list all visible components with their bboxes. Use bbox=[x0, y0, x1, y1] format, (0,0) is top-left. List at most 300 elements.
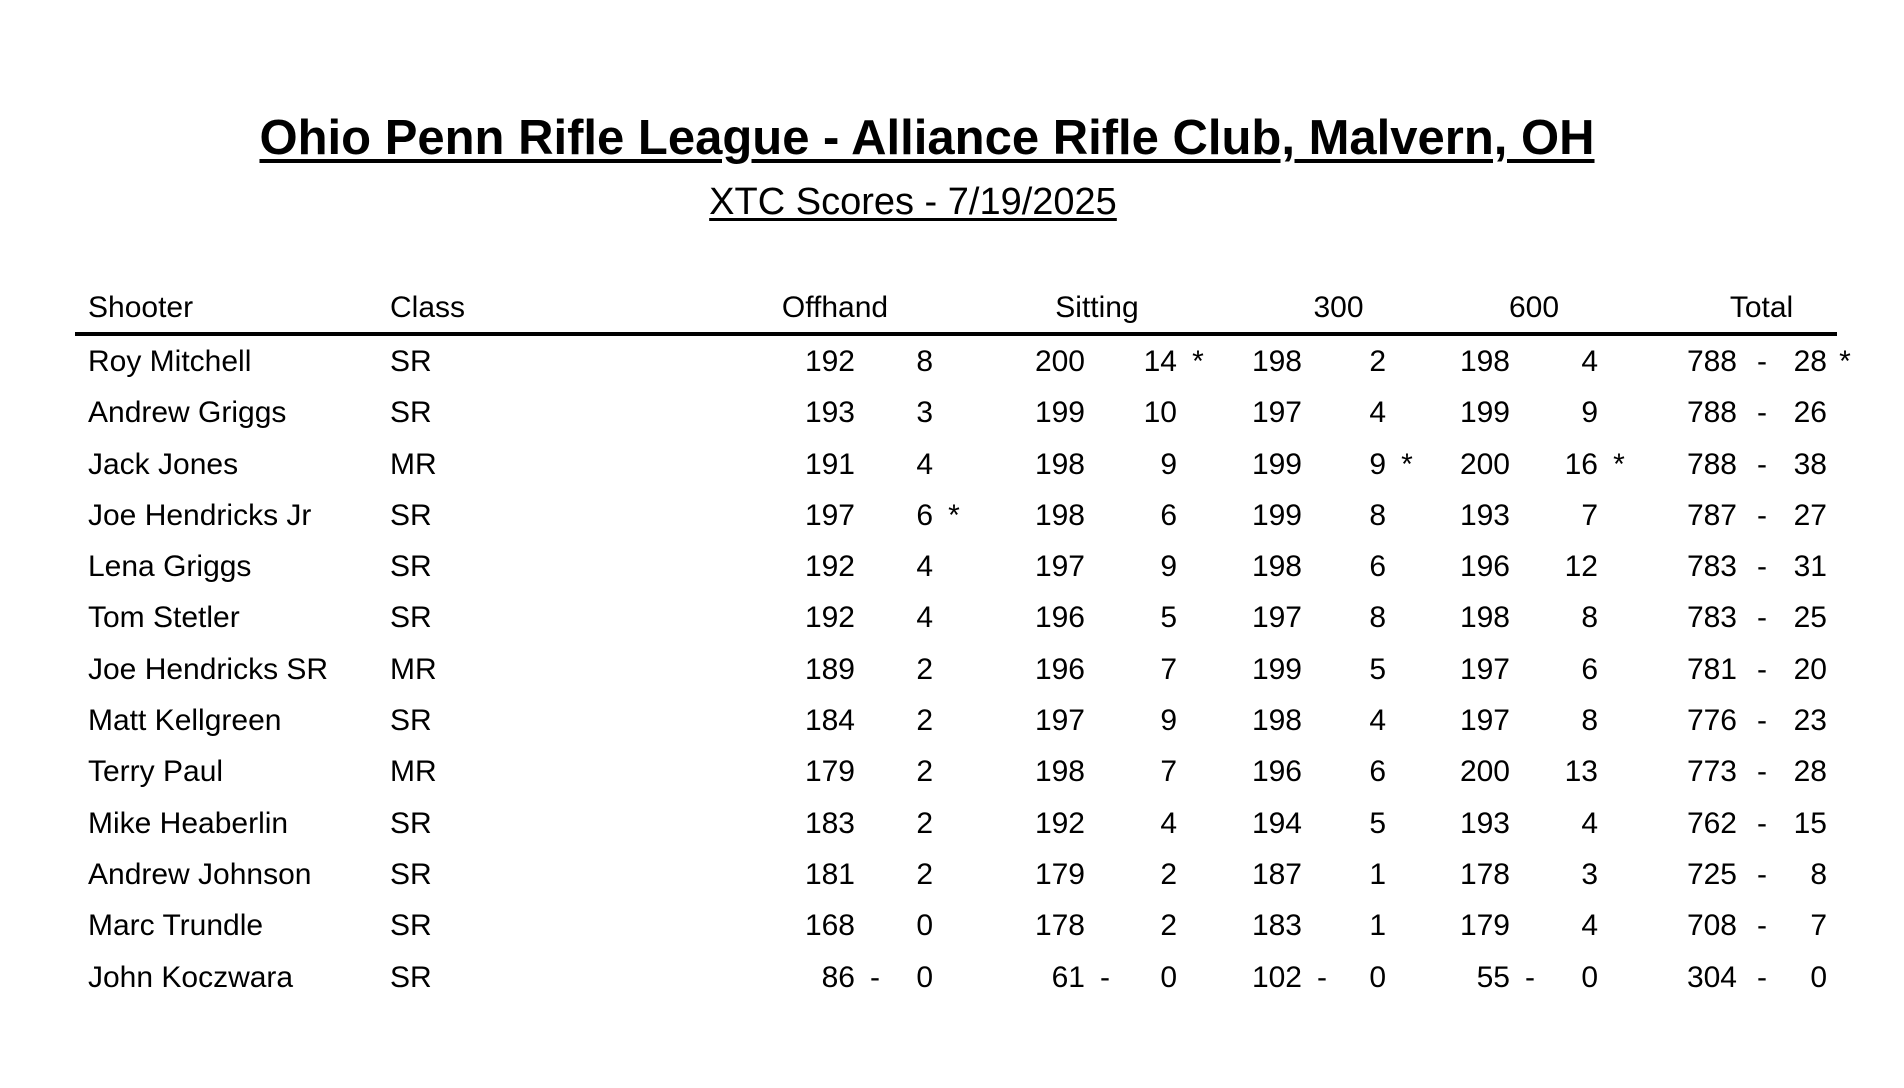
class-value: MR bbox=[390, 652, 437, 686]
table-row bbox=[75, 541, 1863, 592]
stage-600-clean-marker bbox=[1598, 695, 1640, 746]
stage-300-clean-marker bbox=[1386, 952, 1428, 1003]
stage-600-x-count: 16 bbox=[1564, 447, 1598, 481]
shooter-name: Tom Stetler bbox=[88, 601, 240, 635]
stage-300-score: 187 bbox=[1251, 857, 1302, 891]
offhand-clean-marker bbox=[933, 849, 975, 900]
shooter-name: Joe Hendricks SR bbox=[88, 652, 329, 686]
offhand-score: 179 bbox=[804, 755, 855, 789]
total-dash: - bbox=[1757, 652, 1767, 686]
offhand-x-count: 2 bbox=[916, 704, 933, 738]
stage-600-clean-marker bbox=[1598, 952, 1640, 1003]
sitting-clean-marker bbox=[1177, 439, 1219, 490]
stage-600-score: 198 bbox=[1459, 345, 1510, 378]
page-title: Ohio Penn Rifle League - Alliance Rifle Club, Malvern, OH bbox=[259, 111, 1595, 165]
total-dash: - bbox=[1757, 498, 1767, 532]
total-dash: - bbox=[1757, 345, 1767, 378]
sitting-dash bbox=[1085, 541, 1125, 592]
column-header-sitting: Sitting bbox=[1055, 291, 1139, 324]
stage-300-x-count: 4 bbox=[1369, 704, 1386, 738]
sitting-x-count: 7 bbox=[1160, 652, 1177, 686]
offhand-score: 181 bbox=[804, 857, 855, 891]
table-header-row bbox=[75, 284, 1863, 332]
stage-600-score: 200 bbox=[1459, 755, 1510, 789]
offhand-score: 183 bbox=[804, 806, 855, 840]
stage-300-score: 197 bbox=[1251, 396, 1302, 430]
table-row bbox=[75, 490, 1863, 541]
total-clean-marker bbox=[1827, 541, 1863, 592]
total-dash: - bbox=[1757, 806, 1767, 840]
table-row bbox=[75, 439, 1863, 490]
table-row bbox=[75, 695, 1863, 746]
column-header-300: 300 bbox=[1313, 291, 1364, 324]
stage-600-clean-marker bbox=[1598, 849, 1640, 900]
total-clean-marker bbox=[1827, 439, 1863, 490]
sitting-score: 197 bbox=[1034, 550, 1085, 584]
offhand-dash bbox=[855, 541, 895, 592]
sitting-score: 196 bbox=[1034, 601, 1085, 635]
sitting-dash bbox=[1085, 439, 1125, 490]
stage-600-clean-marker bbox=[1598, 900, 1640, 951]
stage-300-clean-marker bbox=[1386, 798, 1428, 849]
total-score: 788 bbox=[1686, 345, 1737, 378]
stage-300-dash bbox=[1302, 900, 1342, 951]
stage-600-dash bbox=[1510, 695, 1550, 746]
total-clean-marker: * bbox=[1839, 345, 1851, 378]
offhand-dash bbox=[855, 798, 895, 849]
sitting-clean-marker bbox=[1177, 900, 1219, 951]
offhand-clean-marker bbox=[933, 541, 975, 592]
total-score: 762 bbox=[1686, 806, 1737, 840]
offhand-x-count: 3 bbox=[916, 396, 933, 430]
stage-300-score: 199 bbox=[1251, 652, 1302, 686]
stage-600-dash: - bbox=[1525, 960, 1535, 994]
stage-600-score: 193 bbox=[1459, 806, 1510, 840]
total-clean-marker bbox=[1827, 798, 1863, 849]
stage-600-dash bbox=[1510, 439, 1550, 490]
offhand-x-count: 0 bbox=[916, 909, 933, 943]
total-clean-marker bbox=[1827, 387, 1863, 438]
offhand-dash bbox=[855, 490, 895, 541]
offhand-clean-marker bbox=[933, 592, 975, 643]
shooter-name: Joe Hendricks Jr bbox=[88, 498, 312, 532]
shooter-name: Marc Trundle bbox=[88, 909, 264, 943]
offhand-dash bbox=[855, 695, 895, 746]
sitting-clean-marker bbox=[1177, 849, 1219, 900]
total-x-count: 7 bbox=[1810, 909, 1827, 943]
stage-600-x-count: 12 bbox=[1564, 550, 1598, 584]
total-dash: - bbox=[1757, 704, 1767, 738]
sitting-score: 200 bbox=[1034, 345, 1085, 378]
stage-600-score: 196 bbox=[1459, 550, 1510, 584]
stage-300-clean-marker bbox=[1386, 900, 1428, 951]
sitting-clean-marker bbox=[1177, 592, 1219, 643]
class-value: SR bbox=[390, 396, 432, 430]
stage-300-dash bbox=[1302, 644, 1342, 695]
stage-600-x-count: 6 bbox=[1581, 652, 1598, 686]
stage-300-x-count: 4 bbox=[1369, 396, 1386, 430]
total-clean-marker bbox=[1827, 849, 1863, 900]
stage-600-clean-marker bbox=[1598, 490, 1640, 541]
stage-300-dash bbox=[1302, 336, 1342, 387]
class-value: SR bbox=[390, 909, 432, 943]
stage-600-x-count: 4 bbox=[1581, 345, 1598, 378]
table-body bbox=[75, 336, 1863, 1003]
sitting-dash bbox=[1085, 644, 1125, 695]
offhand-x-count: 2 bbox=[916, 806, 933, 840]
table-row bbox=[75, 387, 1863, 438]
sitting-x-count: 9 bbox=[1160, 704, 1177, 738]
stage-300-score: 194 bbox=[1251, 806, 1302, 840]
offhand-clean-marker bbox=[933, 746, 975, 797]
offhand-clean-marker bbox=[933, 952, 975, 1003]
sitting-dash bbox=[1085, 746, 1125, 797]
offhand-x-count: 6 bbox=[916, 498, 933, 532]
total-x-count: 28 bbox=[1793, 755, 1827, 789]
total-score: 773 bbox=[1686, 755, 1737, 789]
offhand-score: 168 bbox=[804, 909, 855, 943]
class-value: SR bbox=[390, 857, 432, 891]
total-x-count: 20 bbox=[1793, 652, 1827, 686]
sitting-dash bbox=[1085, 592, 1125, 643]
class-value: SR bbox=[390, 498, 432, 532]
stage-300-clean-marker bbox=[1386, 644, 1428, 695]
stage-300-dash bbox=[1302, 490, 1342, 541]
sitting-x-count: 2 bbox=[1160, 909, 1177, 943]
sitting-clean-marker bbox=[1177, 952, 1219, 1003]
stage-600-dash bbox=[1510, 644, 1550, 695]
stage-600-clean-marker bbox=[1598, 336, 1640, 387]
column-header-class: Class bbox=[390, 291, 466, 324]
offhand-dash bbox=[855, 746, 895, 797]
offhand-dash: - bbox=[870, 960, 880, 994]
offhand-score: 184 bbox=[804, 704, 855, 738]
total-x-count: 28 bbox=[1793, 345, 1827, 378]
offhand-score: 189 bbox=[804, 652, 855, 686]
stage-300-score: 199 bbox=[1251, 498, 1302, 532]
stage-600-clean-marker bbox=[1598, 592, 1640, 643]
sitting-dash bbox=[1085, 387, 1125, 438]
stage-300-dash bbox=[1302, 849, 1342, 900]
sitting-dash bbox=[1085, 798, 1125, 849]
total-dash: - bbox=[1757, 960, 1767, 994]
stage-600-x-count: 7 bbox=[1581, 498, 1598, 532]
stage-600-x-count: 4 bbox=[1581, 909, 1598, 943]
stage-600-x-count: 0 bbox=[1581, 960, 1598, 994]
table-row bbox=[75, 644, 1863, 695]
stage-300-clean-marker bbox=[1386, 541, 1428, 592]
stage-300-score: 198 bbox=[1251, 550, 1302, 584]
stage-300-score: 198 bbox=[1251, 345, 1302, 378]
total-x-count: 15 bbox=[1793, 806, 1827, 840]
stage-300-x-count: 6 bbox=[1369, 550, 1386, 584]
stage-600-dash bbox=[1510, 490, 1550, 541]
page-subtitle: XTC Scores - 7/19/2025 bbox=[709, 181, 1117, 223]
class-value: SR bbox=[390, 704, 432, 738]
shooter-name: John Koczwara bbox=[88, 960, 294, 994]
total-x-count: 8 bbox=[1810, 857, 1827, 891]
class-value: MR bbox=[390, 755, 437, 789]
class-value: SR bbox=[390, 601, 432, 635]
table-row bbox=[75, 746, 1863, 797]
stage-300-x-count: 5 bbox=[1369, 652, 1386, 686]
score-table bbox=[75, 284, 1863, 1003]
total-score: 781 bbox=[1686, 652, 1737, 686]
sitting-clean-marker bbox=[1177, 644, 1219, 695]
table-row bbox=[75, 952, 1863, 1003]
stage-300-clean-marker bbox=[1386, 387, 1428, 438]
offhand-score: 191 bbox=[804, 447, 855, 481]
stage-600-dash bbox=[1510, 900, 1550, 951]
stage-300-x-count: 8 bbox=[1369, 498, 1386, 532]
stage-300-clean-marker: * bbox=[1401, 447, 1413, 481]
sitting-score: 198 bbox=[1034, 755, 1085, 789]
stage-600-x-count: 8 bbox=[1581, 704, 1598, 738]
total-score: 304 bbox=[1686, 960, 1737, 994]
sitting-dash bbox=[1085, 695, 1125, 746]
total-x-count: 26 bbox=[1793, 396, 1827, 430]
sitting-dash bbox=[1085, 490, 1125, 541]
stage-300-score: 102 bbox=[1251, 960, 1302, 994]
shooter-name: Terry Paul bbox=[88, 755, 224, 789]
stage-600-score: 55 bbox=[1476, 960, 1510, 994]
sitting-score: 199 bbox=[1034, 396, 1085, 430]
class-value: SR bbox=[390, 550, 432, 584]
stage-600-x-count: 4 bbox=[1581, 806, 1598, 840]
total-score: 787 bbox=[1686, 498, 1737, 532]
offhand-x-count: 4 bbox=[916, 550, 933, 584]
stage-600-x-count: 3 bbox=[1581, 857, 1598, 891]
offhand-x-count: 2 bbox=[916, 755, 933, 789]
class-value: SR bbox=[390, 806, 432, 840]
offhand-clean-marker bbox=[933, 798, 975, 849]
total-dash: - bbox=[1757, 447, 1767, 481]
stage-300-x-count: 1 bbox=[1369, 909, 1386, 943]
total-clean-marker bbox=[1827, 644, 1863, 695]
stage-600-clean-marker bbox=[1598, 746, 1640, 797]
offhand-x-count: 4 bbox=[916, 447, 933, 481]
offhand-score: 192 bbox=[804, 601, 855, 635]
sitting-x-count: 0 bbox=[1160, 960, 1177, 994]
shooter-name: Roy Mitchell bbox=[88, 345, 252, 378]
shooter-name: Lena Griggs bbox=[88, 550, 252, 584]
sitting-x-count: 14 bbox=[1143, 345, 1177, 378]
table-row bbox=[75, 849, 1863, 900]
total-x-count: 31 bbox=[1793, 550, 1827, 584]
sitting-x-count: 4 bbox=[1160, 806, 1177, 840]
total-dash: - bbox=[1757, 396, 1767, 430]
column-header-600: 600 bbox=[1508, 291, 1560, 324]
stage-600-score: 178 bbox=[1459, 857, 1510, 891]
stage-600-x-count: 8 bbox=[1581, 601, 1598, 635]
sitting-dash bbox=[1085, 336, 1125, 387]
sitting-dash bbox=[1085, 849, 1125, 900]
stage-600-x-count: 13 bbox=[1564, 755, 1598, 789]
total-dash: - bbox=[1757, 857, 1767, 891]
total-score: 788 bbox=[1686, 447, 1737, 481]
stage-300-dash bbox=[1302, 746, 1342, 797]
total-score: 776 bbox=[1686, 704, 1737, 738]
sitting-score: 198 bbox=[1034, 447, 1085, 481]
offhand-dash bbox=[855, 439, 895, 490]
offhand-dash bbox=[855, 592, 895, 643]
class-value: SR bbox=[390, 345, 432, 378]
stage-600-score: 198 bbox=[1459, 601, 1510, 635]
offhand-x-count: 2 bbox=[916, 857, 933, 891]
stage-600-dash bbox=[1510, 746, 1550, 797]
stage-600-score: 200 bbox=[1459, 447, 1510, 481]
stage-600-dash bbox=[1510, 592, 1550, 643]
total-clean-marker bbox=[1827, 952, 1863, 1003]
class-value: MR bbox=[390, 447, 437, 481]
total-dash: - bbox=[1757, 755, 1767, 789]
sitting-clean-marker bbox=[1177, 387, 1219, 438]
offhand-clean-marker bbox=[933, 644, 975, 695]
sitting-dash: - bbox=[1100, 960, 1110, 994]
stage-300-score: 196 bbox=[1251, 755, 1302, 789]
stage-300-x-count: 2 bbox=[1369, 345, 1386, 378]
offhand-dash bbox=[855, 336, 895, 387]
sitting-clean-marker: * bbox=[1192, 345, 1204, 378]
total-x-count: 27 bbox=[1793, 498, 1827, 532]
stage-300-dash: - bbox=[1317, 960, 1327, 994]
sitting-score: 178 bbox=[1034, 909, 1085, 943]
stage-600-x-count: 9 bbox=[1581, 396, 1598, 430]
total-clean-marker bbox=[1827, 592, 1863, 643]
offhand-x-count: 0 bbox=[916, 960, 933, 994]
stage-600-score: 199 bbox=[1459, 396, 1510, 430]
sitting-score: 196 bbox=[1034, 652, 1085, 686]
stage-300-dash bbox=[1302, 439, 1342, 490]
stage-300-dash bbox=[1302, 695, 1342, 746]
stage-600-score: 197 bbox=[1459, 652, 1510, 686]
column-header-offhand: Offhand bbox=[781, 291, 889, 324]
stage-300-clean-marker bbox=[1386, 592, 1428, 643]
total-dash: - bbox=[1757, 601, 1767, 635]
sitting-x-count: 5 bbox=[1160, 601, 1177, 635]
table-row bbox=[75, 592, 1863, 643]
total-x-count: 25 bbox=[1793, 601, 1827, 635]
total-score: 725 bbox=[1686, 857, 1737, 891]
stage-300-x-count: 1 bbox=[1369, 857, 1386, 891]
sitting-clean-marker bbox=[1177, 746, 1219, 797]
offhand-score: 192 bbox=[804, 345, 855, 378]
stage-600-score: 193 bbox=[1459, 498, 1510, 532]
shooter-name: Jack Jones bbox=[88, 447, 239, 481]
offhand-clean-marker: * bbox=[948, 498, 960, 532]
stage-300-x-count: 9 bbox=[1369, 447, 1386, 481]
table-row bbox=[75, 798, 1863, 849]
offhand-clean-marker bbox=[933, 336, 975, 387]
total-score: 708 bbox=[1686, 909, 1737, 943]
offhand-score: 192 bbox=[804, 550, 855, 584]
shooter-name: Andrew Griggs bbox=[88, 396, 287, 430]
offhand-clean-marker bbox=[933, 387, 975, 438]
stage-600-clean-marker bbox=[1598, 387, 1640, 438]
sitting-x-count: 9 bbox=[1160, 550, 1177, 584]
sitting-x-count: 6 bbox=[1160, 498, 1177, 532]
sitting-clean-marker bbox=[1177, 798, 1219, 849]
offhand-score: 197 bbox=[804, 498, 855, 532]
stage-300-clean-marker bbox=[1386, 849, 1428, 900]
offhand-dash bbox=[855, 849, 895, 900]
offhand-dash bbox=[855, 644, 895, 695]
stage-600-dash bbox=[1510, 849, 1550, 900]
sitting-score: 198 bbox=[1034, 498, 1085, 532]
stage-300-score: 183 bbox=[1251, 909, 1302, 943]
stage-300-dash bbox=[1302, 387, 1342, 438]
offhand-dash bbox=[855, 900, 895, 951]
table-row bbox=[75, 336, 1863, 387]
shooter-name: Matt Kellgreen bbox=[88, 704, 282, 738]
stage-600-dash bbox=[1510, 798, 1550, 849]
column-header-shooter: Shooter bbox=[88, 291, 194, 324]
stage-300-x-count: 0 bbox=[1369, 960, 1386, 994]
offhand-x-count: 8 bbox=[916, 345, 933, 378]
stage-300-dash bbox=[1302, 541, 1342, 592]
stage-600-dash bbox=[1510, 387, 1550, 438]
offhand-x-count: 4 bbox=[916, 601, 933, 635]
sitting-x-count: 2 bbox=[1160, 857, 1177, 891]
total-score: 788 bbox=[1686, 396, 1737, 430]
stage-300-x-count: 5 bbox=[1369, 806, 1386, 840]
sitting-x-count: 9 bbox=[1160, 447, 1177, 481]
sitting-score: 179 bbox=[1034, 857, 1085, 891]
stage-600-clean-marker: * bbox=[1613, 447, 1625, 481]
total-clean-marker bbox=[1827, 490, 1863, 541]
stage-300-dash bbox=[1302, 592, 1342, 643]
offhand-clean-marker bbox=[933, 439, 975, 490]
sitting-clean-marker bbox=[1177, 490, 1219, 541]
sitting-clean-marker bbox=[1177, 695, 1219, 746]
shooter-name: Andrew Johnson bbox=[88, 857, 312, 891]
stage-600-clean-marker bbox=[1598, 798, 1640, 849]
offhand-x-count: 2 bbox=[916, 652, 933, 686]
total-x-count: 23 bbox=[1793, 704, 1827, 738]
offhand-clean-marker bbox=[933, 695, 975, 746]
offhand-clean-marker bbox=[933, 900, 975, 951]
total-score: 783 bbox=[1686, 601, 1737, 635]
stage-600-score: 179 bbox=[1459, 909, 1510, 943]
stage-300-clean-marker bbox=[1386, 336, 1428, 387]
stage-600-dash bbox=[1510, 336, 1550, 387]
stage-300-clean-marker bbox=[1386, 746, 1428, 797]
class-value: SR bbox=[390, 960, 432, 994]
sitting-score: 61 bbox=[1051, 960, 1085, 994]
stage-600-clean-marker bbox=[1598, 644, 1640, 695]
stage-300-score: 198 bbox=[1251, 704, 1302, 738]
total-clean-marker bbox=[1827, 695, 1863, 746]
stage-600-dash bbox=[1510, 541, 1550, 592]
shooter-name: Mike Heaberlin bbox=[88, 806, 289, 840]
stage-300-dash bbox=[1302, 798, 1342, 849]
offhand-score: 193 bbox=[804, 396, 855, 430]
offhand-dash bbox=[855, 387, 895, 438]
total-score: 783 bbox=[1686, 550, 1737, 584]
sitting-score: 197 bbox=[1034, 704, 1085, 738]
total-x-count: 38 bbox=[1793, 447, 1827, 481]
offhand-score: 86 bbox=[821, 960, 855, 994]
total-clean-marker bbox=[1827, 746, 1863, 797]
total-clean-marker bbox=[1827, 900, 1863, 951]
column-header-total: Total bbox=[1729, 291, 1794, 324]
sitting-clean-marker bbox=[1177, 541, 1219, 592]
sitting-dash bbox=[1085, 900, 1125, 951]
total-dash: - bbox=[1757, 909, 1767, 943]
stage-300-score: 197 bbox=[1251, 601, 1302, 635]
stage-300-x-count: 6 bbox=[1369, 755, 1386, 789]
stage-300-clean-marker bbox=[1386, 695, 1428, 746]
